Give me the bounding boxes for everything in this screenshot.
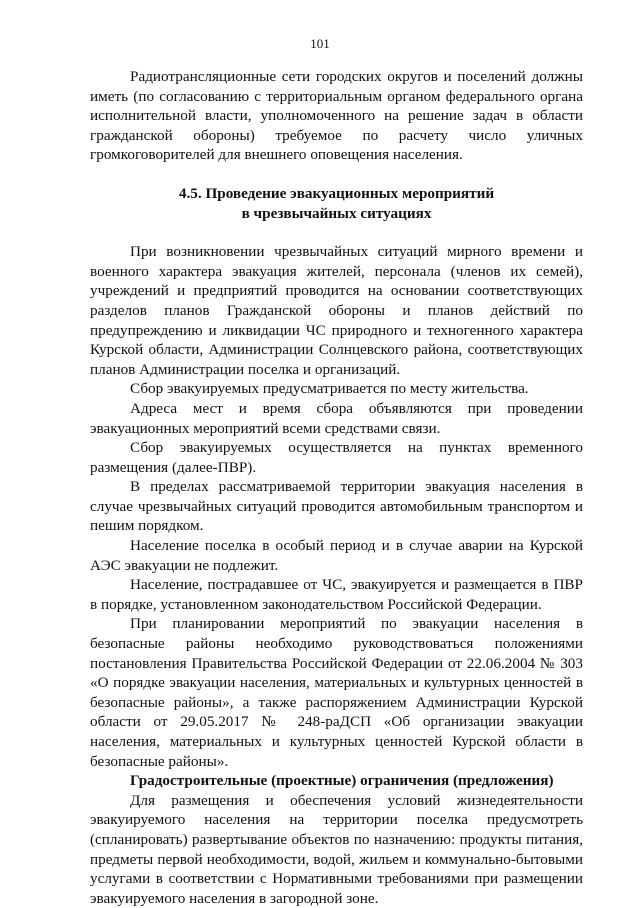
page-number: 101 [310,36,330,51]
section-paragraph: Население, пострадавшее от ЧС, эвакуируется и размещается в ПВР в порядке, установленном законодательством Российской Федерации. [90,576,583,613]
section-paragraph: Сбор эвакуируемых предусматривается по месту жительства. [130,380,529,398]
section-paragraph: При планировании мероприятий по эвакуации населения в безопасные районы необходимо руководствоваться положениями постановления Правительства Российской Федерации от 22.06.2004 № 303 «О порядке эвакуации населения, материальных и культурных ценностей в безопасные районы», а также распоряжением Администрации Курской области от 29.05.2017 № 248-раДСП «Об организации эвакуации населения, материальных и культурных ценностей Курской области в безопасные районы». [90,615,583,770]
section-paragraph: Население поселка в особый период и в случае аварии на Курской АЭС эвакуации не подлежит. [90,537,583,574]
section-heading-line-2: в чрезвычайных ситуациях [241,204,432,222]
intro-paragraph: Радиотрансляционные сети городских округов и поселений должны иметь (по согласованию с территориальным органом федерального органа исполнительной власти, уполномоченного на решение задач в области гражданской обороны) требуемое по расчету число уличных громкоговорителей для внешнего оповещения населения. [90,68,583,164]
section-paragraph: В пределах рассматриваемой территории эвакуация населения в случае чрезвычайных ситуаций проводится автомобильным транспортом и пешим порядком. [90,478,583,535]
section-heading-line-1: 4.5. Проведение эвакуационных мероприятий [178,184,495,202]
subsection-paragraph: Для размещения и обеспечения условий жизнедеятельности эвакуируемого населения на территории поселка предусмотреть (спланировать) развертывание объектов по назначению: продукты питания, предметы первой необходимости, водой, жильем и коммунально-бытовыми услугами в соответствии с Нормативными требованиями при размещении эвакуируемого населения в загородной зоне. [90,791,583,907]
section-paragraph: Адреса мест и время сбора объявляются при проведении эвакуационных мероприятий всеми средствами связи. [90,399,583,437]
document-body [90,67,583,908]
subsection-heading: Градостроительные (проектные) ограничения (предложения) [130,772,554,790]
section-paragraph: Сбор эвакуируемых осуществляется на пунктах временного размещения (далее-ПВР). [90,439,583,476]
section-heading [90,184,583,223]
section-paragraph: При возникновении чрезвычайных ситуаций мирного времени и военного характера эвакуация жителей, персонала (членов их семей), учреждений и предприятий проводится на основании соответствующих разделов планов Гражданской обороны и планов действий по предупреждению и ликвидации ЧС природного и техногенного характера Курской области, Администрации Солнцевского района, соответствующих планов Администрации поселка и организаций. [90,243,583,378]
